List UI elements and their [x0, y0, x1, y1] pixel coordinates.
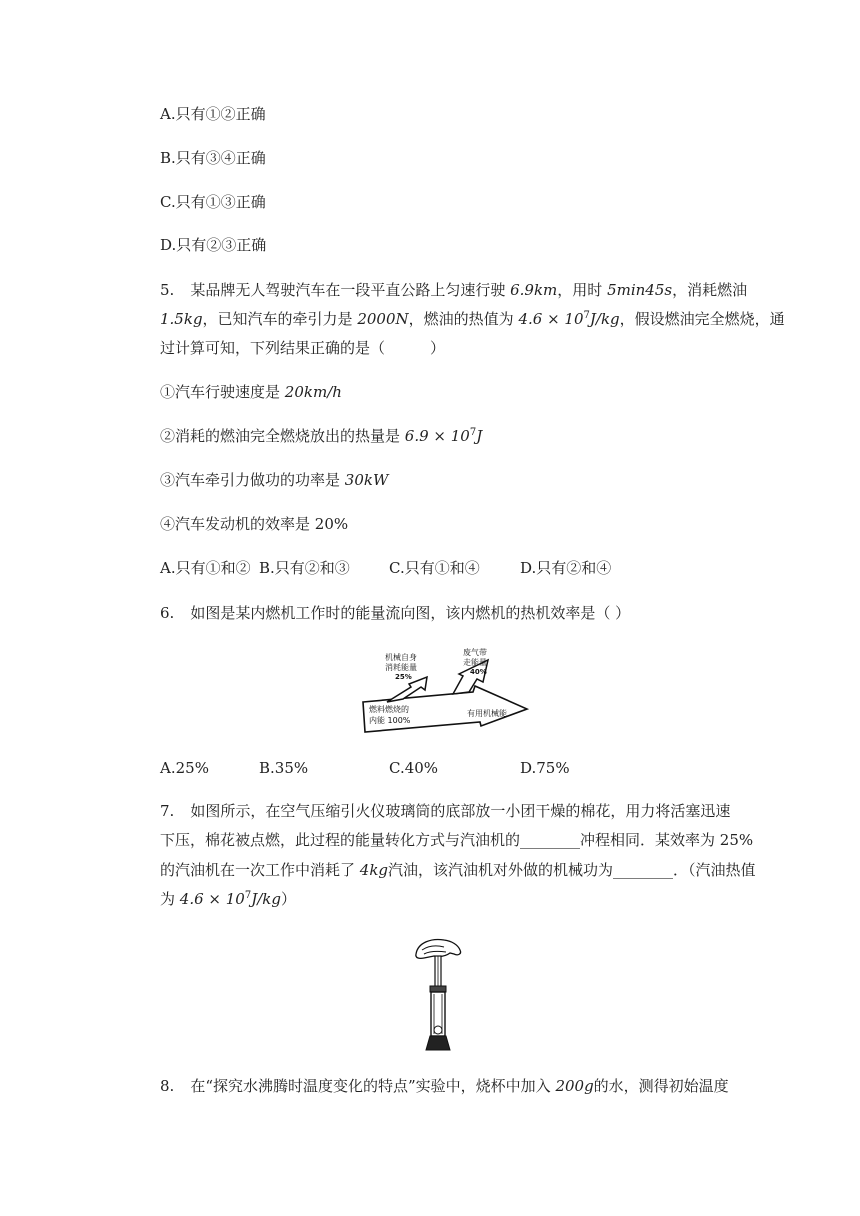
q4-option-a: A.只有①②正确 — [160, 105, 266, 123]
q5-text: ，已知汽车的牵引力是 — [202, 310, 353, 328]
q5-stem-line3: 过计算可知，下列结果正确的是（ ） — [160, 339, 446, 357]
q5-force: 2000N — [357, 310, 409, 328]
mech-loss-label-2: 消耗能量 — [385, 663, 417, 672]
q5-option-a: A.只有①和② — [160, 559, 251, 577]
q8-stem-line1: 8. 在“探究水沸腾时温度变化的特点”实验中，烧杯中加入 200g的水，测得初始温度 — [160, 1077, 729, 1095]
exhaust-label-2: 走能量 — [463, 658, 487, 667]
q6-option-c: C.40% — [389, 759, 439, 777]
tube-base — [426, 1036, 450, 1050]
q5-text: ，假设燃油完全燃烧，通 — [619, 310, 785, 328]
q5-statement-4: ④汽车发动机的效率是 20% — [160, 515, 349, 533]
q5-option-d: D.只有②和④ — [520, 559, 612, 577]
q5-time: 5min45s — [607, 281, 673, 299]
fuel-label-1: 燃料燃烧的 — [369, 705, 409, 714]
q7-stem-line4: 为 $4.6 \times 10^7J/kg$） — [160, 890, 296, 908]
q5-statement-3: ③汽车牵引力做功的功率是 30kW — [160, 471, 389, 489]
q5-statement-2: ②消耗的燃油完全燃烧放出的热量是 $6.9 \times 10^7J$ — [160, 427, 483, 445]
q5-option-b: B.只有②和③ — [259, 559, 350, 577]
q5-stem-line2 — [160, 309, 785, 329]
q6-number: 6. — [160, 604, 175, 622]
q5-distance: 6.9km — [510, 281, 558, 299]
mech-loss-percent: 25% — [395, 673, 412, 681]
q6-option-a: A.25% — [160, 759, 209, 777]
q7-stem-line2: 下压，棉花被点燃，此过程的能量转化方式与汽油机的________冲程相同．某效率为 25% — [160, 831, 754, 849]
q6-option-d: D.75% — [520, 759, 570, 777]
q4-option-b: B.只有③④正确 — [160, 149, 266, 167]
cotton-ball — [434, 1026, 442, 1034]
q6-stem: 6. 如图是某内燃机工作时的能量流向图，该内燃机的热机效率是（ ） — [160, 604, 631, 622]
q5-fuel-mass: 1.5kg — [160, 310, 203, 328]
fuel-label-2: 内能 100% — [369, 716, 411, 725]
exhaust-percent: 40% — [470, 668, 487, 676]
q5-statement-1: ①汽车行驶速度是 20km/h — [160, 383, 342, 401]
q5-number: 5. — [160, 281, 175, 299]
q6-option-b: B.35% — [259, 759, 309, 777]
q5-text: 某品牌无人驾驶汽车在一段平直公路上匀速行驶 — [190, 281, 506, 299]
fire-syringe-illustration — [410, 932, 470, 1052]
mech-loss-label-1: 机械自身 — [385, 653, 417, 662]
q5-option-c: C.只有①和④ — [389, 559, 480, 577]
energy-flow-diagram — [355, 646, 535, 738]
q8-number: 8. — [160, 1077, 175, 1095]
q5-heat-value: $4.6 \times 10^7J/kg$ — [518, 310, 620, 328]
q5-stem-line1 — [160, 280, 747, 300]
q7-number: 7. — [160, 802, 175, 820]
q5-text: ，燃油的热值为 — [408, 310, 514, 328]
exhaust-label-1: 废气带 — [463, 648, 487, 657]
q7-stem-line3: 的汽油机在一次工作中消耗了 4kg汽油，该汽油机对外做的机械功为________．（汽油热值 — [160, 861, 756, 879]
useful-energy-label: 有用机械能 — [467, 709, 507, 718]
q5-text: ，用时 — [557, 281, 603, 299]
q4-option-c: C.只有①③正确 — [160, 193, 266, 211]
q5-text: ，消耗燃油 — [672, 281, 748, 299]
q7-stem-line1: 7. 如图所示，在空气压缩引火仪玻璃筒的底部放一小团干燥的棉花，用力将活塞迅速 — [160, 802, 731, 820]
q4-option-d: D.只有②③正确 — [160, 236, 267, 254]
